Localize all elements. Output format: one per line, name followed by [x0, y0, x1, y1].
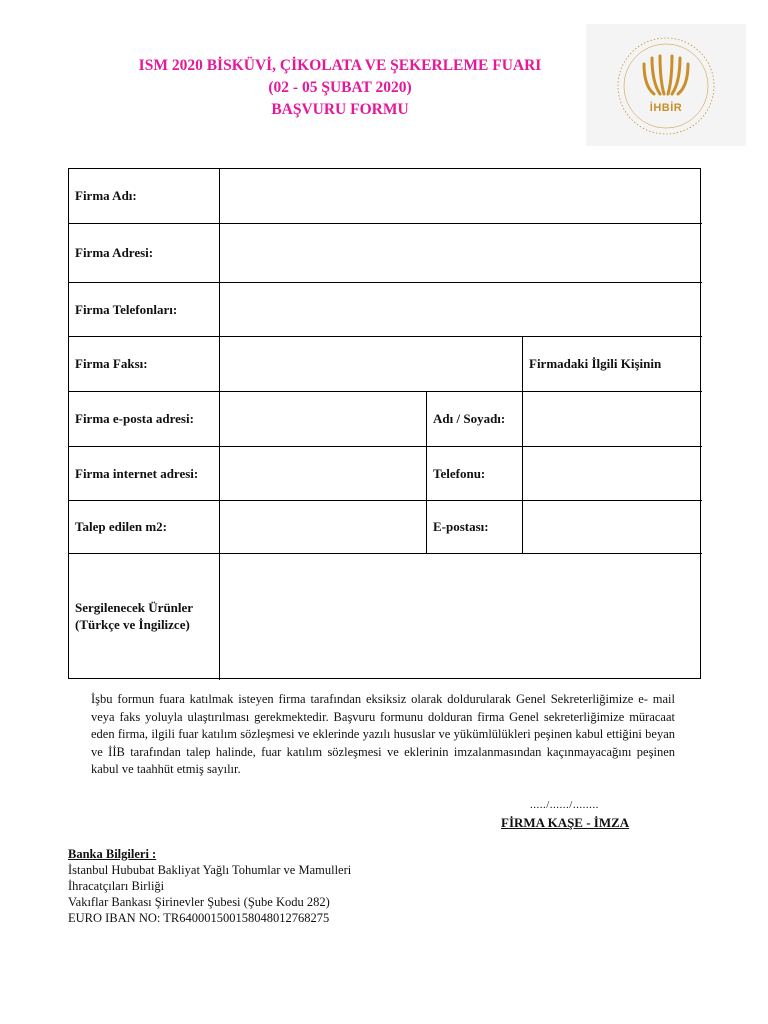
input-firma-internet[interactable]	[220, 447, 426, 500]
label-firma-adi: Firma Adı:	[75, 188, 137, 203]
signature-label: FİRMA KAŞE - İMZA	[501, 815, 630, 830]
input-epostasi[interactable]	[523, 501, 700, 553]
instructions-paragraph: İşbu formun fuara katılmak isteyen firma tarafından eksiksiz olarak doldurularak Genel Sekreterliğimize e- mail veya faks yoluyla ulaştırılması gerekmektedir. Başvuru formunu dolduran firma Genel sekreterliğimize müracaat eden firma, ilgili fuar katılım sözleşmesi ve eklerinde yazılı hususlar ve yükümlülükleri peşinen kabul ettiğini beyan ve İİB tarafından talep halinde, fuar katılım sözleşmesi ve eklerinin imzalanmasından kaçınmayacağını peşinen kabul ve taahhüt etmiş sayılır.	[91, 692, 675, 776]
input-firma-adresi[interactable]	[220, 224, 700, 282]
ihbir-logo	[586, 24, 746, 146]
application-form-table	[68, 168, 701, 679]
logo-wordmark: İHBİR	[649, 102, 683, 114]
label-sergilenecek-line2: (Türkçe ve İngilizce)	[75, 617, 190, 632]
label-firma-eposta: Firma e-posta adresi:	[75, 411, 194, 426]
label-firma-adresi: Firma Adresi:	[75, 245, 154, 260]
bank-line-2: İhracatçıları Birliği	[68, 879, 165, 893]
input-firma-eposta[interactable]	[220, 392, 426, 446]
label-talep-m2: Talep edilen m2:	[75, 519, 167, 534]
input-firma-telefonlari[interactable]	[220, 283, 700, 336]
bank-info	[68, 846, 351, 926]
label-sergilenecek-line1: Sergilenecek Ürünler	[75, 600, 194, 615]
bank-line-1: İstanbul Hububat Bakliyat Yağlı Tohumlar ve Mamulleri	[68, 863, 352, 877]
signature-date: ...../....../........	[530, 799, 599, 811]
label-adi-soyadi: Adı / Soyadı:	[433, 411, 506, 426]
input-adi-soyadi[interactable]	[523, 392, 700, 446]
label-epostasi: E-postası:	[433, 519, 489, 534]
bank-title: Banka Bilgileri :	[68, 847, 157, 861]
bank-iban: EURO IBAN NO: TR640001500158048012768275	[68, 911, 330, 925]
label-telefonu: Telefonu:	[433, 465, 486, 481]
form-title: ISM 2020 BİSKÜVİ, ÇİKOLATA VE ŞEKERLEME FUARI	[138, 57, 542, 74]
fair-dates: (02 - 05 ŞUBAT 2020)	[268, 79, 412, 96]
bank-line-3: Vakıflar Bankası Şirinevler Şubesi (Şube Kodu 282)	[68, 895, 330, 909]
input-firma-faksi[interactable]	[220, 337, 522, 391]
input-talep-m2[interactable]	[220, 501, 426, 553]
input-telefonu[interactable]	[523, 447, 700, 500]
label-firma-faksi: Firma Faksı:	[75, 356, 148, 371]
input-sergilenecek-urunler[interactable]	[220, 554, 700, 678]
label-ilgili-kisi: Firmadaki İlgili Kişinin	[529, 356, 662, 371]
label-firma-internet: Firma internet adresi:	[75, 465, 199, 481]
form-subtitle: BAŞVURU FORMU	[271, 101, 409, 118]
label-sergilenecek-urunler	[69, 554, 219, 678]
input-firma-adi[interactable]	[220, 169, 700, 223]
label-firma-telefonlari: Firma Telefonları:	[75, 301, 178, 317]
wheat-hands-icon	[586, 24, 746, 146]
